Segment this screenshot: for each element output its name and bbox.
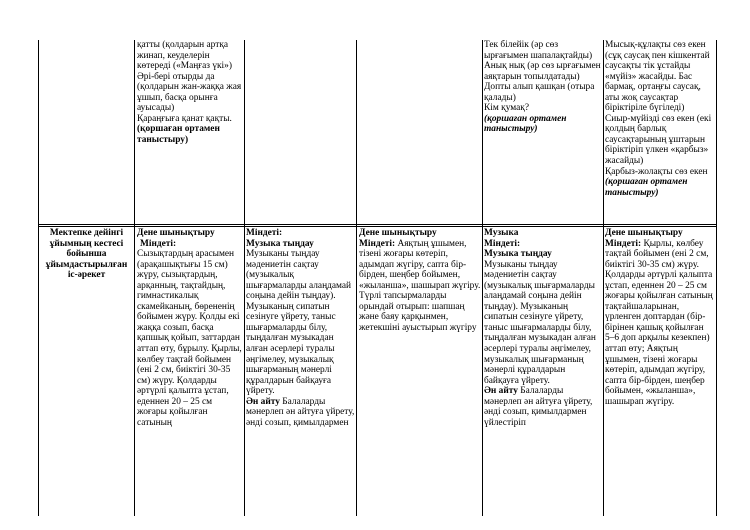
cell-subtitle: Музыка тыңдау: [484, 249, 552, 260]
cell-bold-text: (қоршаған ортамен таныстыру): [605, 177, 688, 198]
cell-task-label: Міндеті:: [484, 238, 521, 249]
cell-text: қатты (қолдарын артқа жинап, кеуделерін көтереді («Маңғаз үкі»): [137, 40, 232, 72]
bottom-cell-col4: [484, 228, 601, 516]
cell-task-label: Міндеті:: [359, 238, 396, 249]
cell-text: Кім қумақ?: [484, 103, 529, 114]
cell-task-label: Міндеті:: [246, 228, 283, 238]
cell-text: Қарбыз-жолақты сөз екен: [605, 166, 708, 177]
cell-text: Музыканы тыңдау мәдениетін сақтау (музыкалық шығармаларды алаңдамай соңына дейін тыңдау). Музыканың сипатын сезінуге үйрету, таныс шығармаларды білу, тыңдалған музыкадан алған әсерлері туралы әңгімелеу, музыкалық шығарманың мәнерлі құралдарын байқауға үйрету.: [484, 259, 596, 386]
cell-text: Музыканы тыңдау мәдениетін сақтау (музыкалық шығармаларды алаңдамай соңына дейін тыңдау). Музыканың сипатын сезінуге үйрету, таныс шығармаларды білу, тыңдалған музыкадан алған әсерлері туралы әңгімелеу, музыкалық шығарманың мәнерлі құралдарын байқауға үйрету.: [246, 249, 352, 397]
table-border-col1: [134, 40, 135, 516]
cell-title: Дене шынықтыру: [605, 228, 683, 238]
row-header-cell: [40, 228, 133, 516]
cell-task-label: Міндеті:: [140, 238, 177, 249]
bottom-cell-col3: [359, 228, 481, 516]
cell-text: Допты алып қашқан (отыра қалады): [484, 82, 595, 103]
cell-text: Мысық-құлақты сөз екен (сұқ саусақ пен кішкентай саусақты тік ұстайды «мүйіз» жасайды. Бас бармақ, ортаңғы саусақ, аты жоқ саусақтар біріктіріле бүгіледі): [605, 40, 710, 114]
table-row-divider: [38, 224, 717, 225]
top-cell-col1: [137, 40, 243, 224]
cell-text: Қараңғыға қанат қақты.: [137, 113, 232, 124]
cell-title: Дене шынықтыру: [359, 228, 437, 238]
row-header-text: Мектепке дейінгі ұйымның кестесі бойынша ұйымдастырылған іс-әрекет: [45, 228, 128, 281]
table-border-right: [716, 40, 717, 516]
cell-text: Тек білейік (әр сөз ырғағымен шапалақтайды): [484, 40, 593, 61]
table-border-col4: [482, 40, 483, 516]
cell-text: Балаларды мәнерлеп ән айтуға үйрету, әнді созып, қимылдармен: [246, 396, 355, 428]
cell-text: Сызықтардың арасымен (арақашықтығы 15 см) жүру, сызықтардың, арқанның, тақтайдың, гимнастикалық скамейканың, бөрененің бойымен жүру. Қолды екі жаққа созып, басқа қапшық қойып, заттардан аттап өту, бұрылу. Қырлы, көлбеу тақтай бойымен (ені 2 см, биіктігі 30-35 см) жүру. Қолдарды әртүрлі қалыпта ұстап, еденнен 20 – 25 см жоғары қойылған сатының: [137, 249, 242, 428]
table-row-divider: [38, 226, 717, 227]
cell-title: Музыка тыңдау: [246, 238, 314, 249]
cell-text: Аяқтың ұшымен, тізені жоғары көтеріп, адымдап жүгіру, сапта бір-бірден, шеңбер бойымен, «жыланша», шашырап жүгіру. Түрлі тапсырмаларды орындай отырып: шапшаң және баяу қарқынмен, жетекшіні ауыстырып жүгіру: [359, 238, 481, 333]
cell-title: Музыка: [484, 228, 519, 238]
bottom-cell-col5: [605, 228, 715, 516]
table-border-col3: [356, 40, 357, 516]
cell-text: Сиыр-мүйізді сөз екен (екі қолдың барлық саусақтарының ұштарын біріктіріп үлкен «қарбыз» жасайды): [605, 113, 712, 167]
table-border-col2: [244, 40, 245, 516]
cell-bold-text: (қоршаған ортамен таныстыру): [137, 124, 220, 145]
top-cell-col4: [484, 40, 601, 224]
cell-subtitle: Ән айту: [484, 386, 518, 397]
cell-text: Қырлы, көлбеу тақтай бойымен (ені 2 см, биіктігі 30-35 см) жүру. Қолдарды әртүрлі қалыпта ұстап, еденнен 20 – 25 см жоғары қойылған сатының тақтайшаларынан, үрленген доптардан (бір-бірінен қашық қойылған 5–6 доп арқылы кезекпен) аттап өту; Аяқтың ұшымен, тізені жоғары көтеріп, адымдап жүгіру, сапта бір-бірден, шеңбер бойымен, «жыланша», шашырап жүгіру.: [605, 238, 713, 407]
cell-text: Әрі-бері отырды да (қолдарын жан-жаққа жая ұшып, басқа орынға ауысады): [137, 71, 242, 114]
table-border-left: [38, 40, 39, 516]
cell-title: Дене шынықтыру: [137, 228, 215, 238]
top-cell-col5: [605, 40, 715, 224]
cell-bold-text: (қоршаған ортамен таныстыру): [484, 113, 567, 135]
cell-text: Балаларды мәнерлеп ән айтуға үйрету, әнді созып, қимылдармен үйлестіріп: [484, 386, 593, 428]
cell-text: Анық нық (әр сөз ырғағымен аяқтарын топылдатады): [484, 61, 601, 82]
cell-task-label: Міндеті:: [605, 238, 642, 249]
bottom-cell-col2: [246, 228, 355, 516]
bottom-cell-col1: [137, 228, 243, 516]
cell-subtitle: Ән айту: [246, 396, 280, 407]
table-border-col5: [603, 40, 604, 516]
